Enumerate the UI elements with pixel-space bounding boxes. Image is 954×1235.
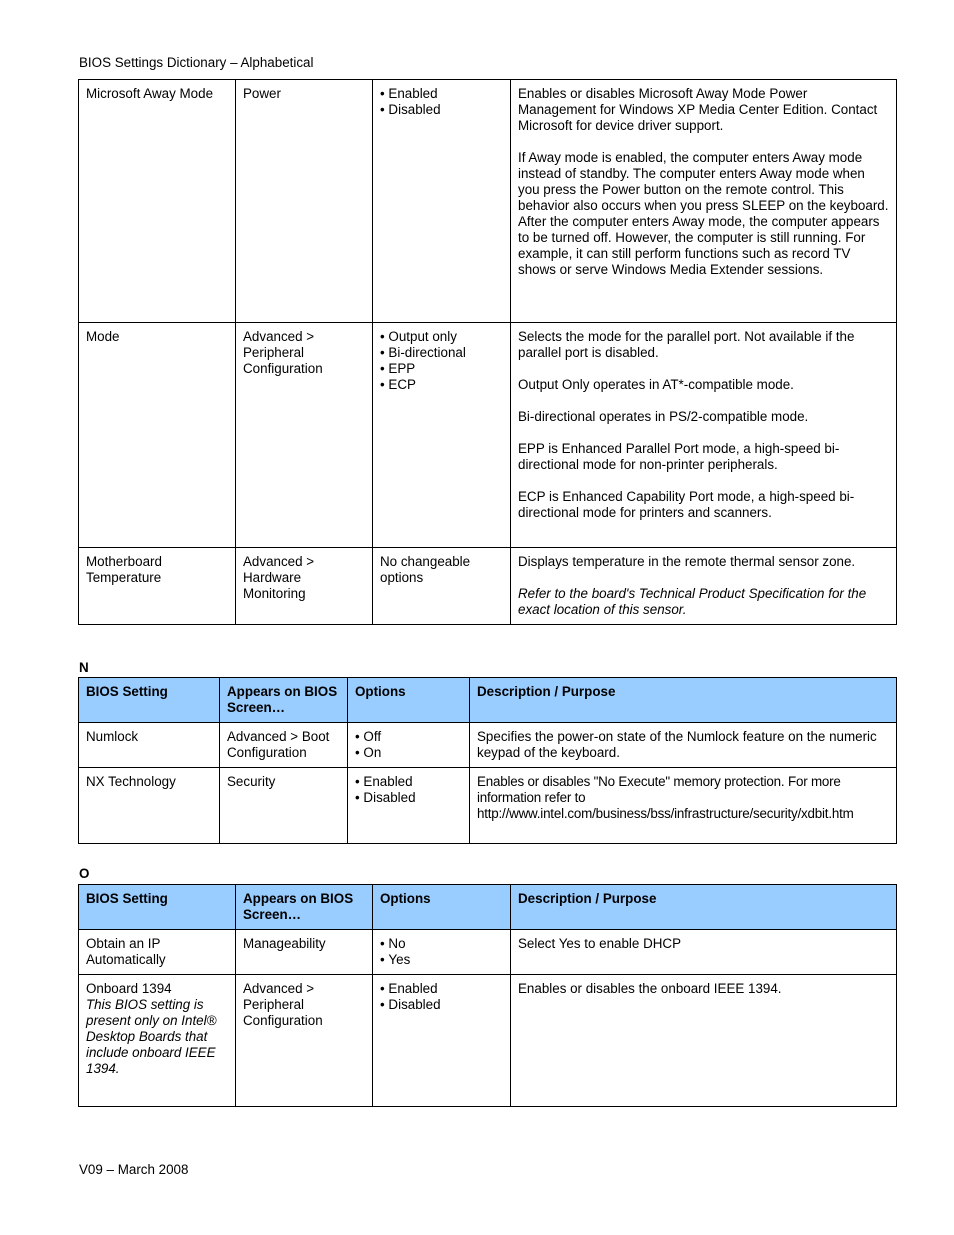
options-cell: No changeable options [373,548,511,625]
options-cell [348,768,470,844]
setting-cell: Obtain an IP Automatically [79,930,236,975]
setting-note: This BIOS setting is present only on Intel® Desktop Boards that include onboard IEEE 1394. [86,997,217,1076]
page-header: BIOS Settings Dictionary – Alphabetical [79,55,314,70]
description-cell [511,323,897,548]
screen-cell: Advanced > Hardware Monitoring [236,548,373,625]
description-url: http://www.intel.com/business/bss/infrastructure/security/xdbit.htm [477,806,854,821]
column-header: Options [348,678,470,723]
option-item: • Off [355,729,462,745]
table-row [79,723,897,768]
table-row [79,80,897,323]
table-row [79,930,897,975]
description-text: Displays temperature in the remote thermal sensor zone. [518,554,856,569]
table-row [79,768,897,844]
screen-cell: Advanced > Peripheral Configuration [236,975,373,1107]
option-item: • Disabled [380,102,503,118]
table-row [79,548,897,625]
setting-name: Onboard 1394 [86,981,172,996]
option-item: • Enabled [380,981,503,997]
description-text: Bi-directional operates in PS/2-compatible mode. [518,409,809,424]
description-text: ECP is Enhanced Capability Port mode, a high-speed bi-directional mode for printers and scanners. [518,489,855,520]
description-text: EPP is Enhanced Parallel Port mode, a high-speed bi-directional mode for non-printer peripherals. [518,441,840,472]
screen-cell: Advanced > Peripheral Configuration [236,323,373,548]
page-footer: V09 – March 2008 [79,1162,189,1177]
description-text: Output Only operates in AT*-compatible mode. [518,377,794,392]
option-item: • Enabled [355,774,462,790]
description-text: Selects the mode for the parallel port. Not available if the parallel port is disabled. [518,329,855,360]
description-cell: Enables or disables the onboard IEEE 1394. [511,975,897,1107]
option-item: • Enabled [380,86,503,102]
setting-cell [79,975,236,1107]
setting-cell: Microsoft Away Mode [79,80,236,323]
options-cell [348,723,470,768]
screen-cell: Security [220,768,348,844]
setting-cell: NX Technology [79,768,220,844]
column-header: Appears on BIOS Screen… [236,885,373,930]
option-item: • Bi-directional [380,345,503,361]
section-letter-n: N [79,660,89,675]
setting-cell: Mode [79,323,236,548]
bios-table-o [78,884,897,1107]
description-cell: Select Yes to enable DHCP [511,930,897,975]
bios-table-m [78,79,897,625]
screen-cell: Power [236,80,373,323]
setting-cell: Motherboard Temperature [79,548,236,625]
description-cell [511,548,897,625]
setting-cell: Numlock [79,723,220,768]
description-cell: Specifies the power-on state of the Numlock feature on the numeric keypad of the keyboard. [470,723,897,768]
column-header: Description / Purpose [470,678,897,723]
options-cell [373,930,511,975]
screen-cell: Manageability [236,930,373,975]
column-header: BIOS Setting [79,885,236,930]
options-cell [373,323,511,548]
options-cell [373,975,511,1107]
column-header: Description / Purpose [511,885,897,930]
description-text: If Away mode is enabled, the computer enters Away mode instead of standby. The computer enters Away mode when you press the Power button on the remote control. This behavior also occurs when you press SLEEP on the keyboard. After the computer enters Away mode, the computer appears to be turned off. However, the computer is still running. For example, it can still perform functions such as record TV shows or serve Windows Media Extender sessions. [518,150,889,277]
option-item: • Output only [380,329,503,345]
column-header: BIOS Setting [79,678,220,723]
section-letter-o: O [79,866,90,881]
description-text: Enables or disables "No Execute" memory protection. For more information refer to [477,774,841,805]
option-item: • Disabled [380,997,503,1013]
column-header: Appears on BIOS Screen… [220,678,348,723]
description-note: Refer to the board's Technical Product Specification for the exact location of this sensor. [518,586,867,617]
description-cell [511,80,897,323]
description-cell [470,768,897,844]
table-row [79,975,897,1107]
description-text: Enables or disables Microsoft Away Mode Power Management for Windows XP Media Center Edition. Contact Microsoft for device driver support. [518,86,878,133]
option-item: • Yes [380,952,503,968]
option-item: • EPP [380,361,503,377]
option-item: • On [355,745,462,761]
table-row [79,323,897,548]
option-item: • Disabled [355,790,462,806]
table-header-row [79,678,897,723]
column-header: Options [373,885,511,930]
screen-cell: Advanced > Boot Configuration [220,723,348,768]
option-item: • ECP [380,377,503,393]
bios-table-n [78,677,897,844]
option-item: • No [380,936,503,952]
options-cell [373,80,511,323]
table-header-row [79,885,897,930]
